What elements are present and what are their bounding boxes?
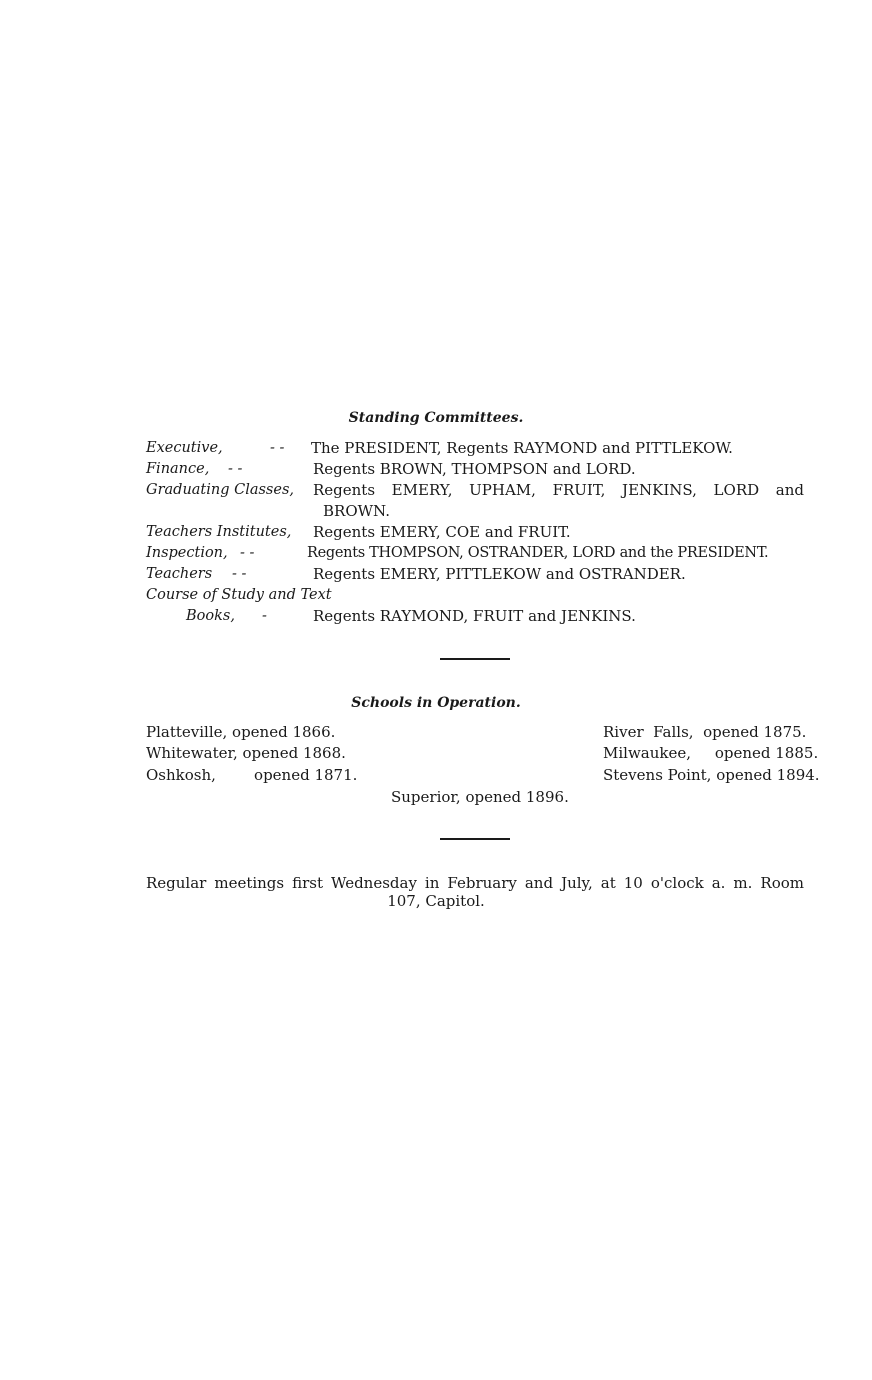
committee-label: Inspection, xyxy=(146,545,228,561)
committee-label: Graduating Classes, xyxy=(146,482,295,498)
committee-label: Finance, xyxy=(146,461,210,477)
committee-label: Executive, xyxy=(146,440,223,456)
school-item: Oshkosh, opened 1871. xyxy=(146,766,358,784)
standing-committees-heading: Standing Committees. xyxy=(348,410,524,426)
committee-members: The PRESIDENT, Regents RAYMOND and PITTLEKOW. xyxy=(311,439,733,457)
committee-members: Regents THOMPSON, OSTRANDER, LORD and the PRESIDENT. xyxy=(307,545,769,561)
committee-members: Regents EMERY, COE and FRUIT. xyxy=(313,523,571,541)
committee-dashes: - - xyxy=(228,461,243,477)
committee-dashes: - xyxy=(262,608,267,624)
committee-members-continuation: BROWN. xyxy=(323,502,390,520)
school-item-center: Superior, opened 1896. xyxy=(391,788,569,806)
committee-members: Regents EMERY, PITTLEKOW and OSTRANDER. xyxy=(313,565,686,583)
school-item: Stevens Point, opened 1894. xyxy=(603,766,820,784)
committee-dashes: - - xyxy=(240,545,255,561)
committee-label: Books, xyxy=(186,608,235,624)
school-item: Whitewater, opened 1868. xyxy=(146,744,346,762)
school-item: Milwaukee, opened 1885. xyxy=(603,744,819,762)
section-divider xyxy=(440,838,510,840)
committee-members: Regents RAYMOND, FRUIT and JENKINS. xyxy=(313,607,636,625)
committee-dashes: - - xyxy=(270,440,285,456)
committee-dashes: - - xyxy=(232,566,247,582)
meetings-note: Regular meetings first Wednesday in February and July, at 10 o'clock a. m. Room xyxy=(146,874,804,892)
committee-members: Regents BROWN, THOMPSON and LORD. xyxy=(313,460,636,478)
school-item: River Falls, opened 1875. xyxy=(603,723,807,741)
committee-label: Teachers xyxy=(146,566,213,582)
committee-label: Course of Study and Text xyxy=(146,587,332,603)
school-item: Platteville, opened 1866. xyxy=(146,723,336,741)
committee-label: Teachers Institutes, xyxy=(146,524,292,540)
committee-members: Regents EMERY, UPHAM, FRUIT, JENKINS, LORD and xyxy=(313,481,804,499)
meetings-note-continuation: 107, Capitol. xyxy=(387,892,485,910)
schools-heading: Schools in Operation. xyxy=(351,695,521,711)
section-divider xyxy=(440,658,510,660)
